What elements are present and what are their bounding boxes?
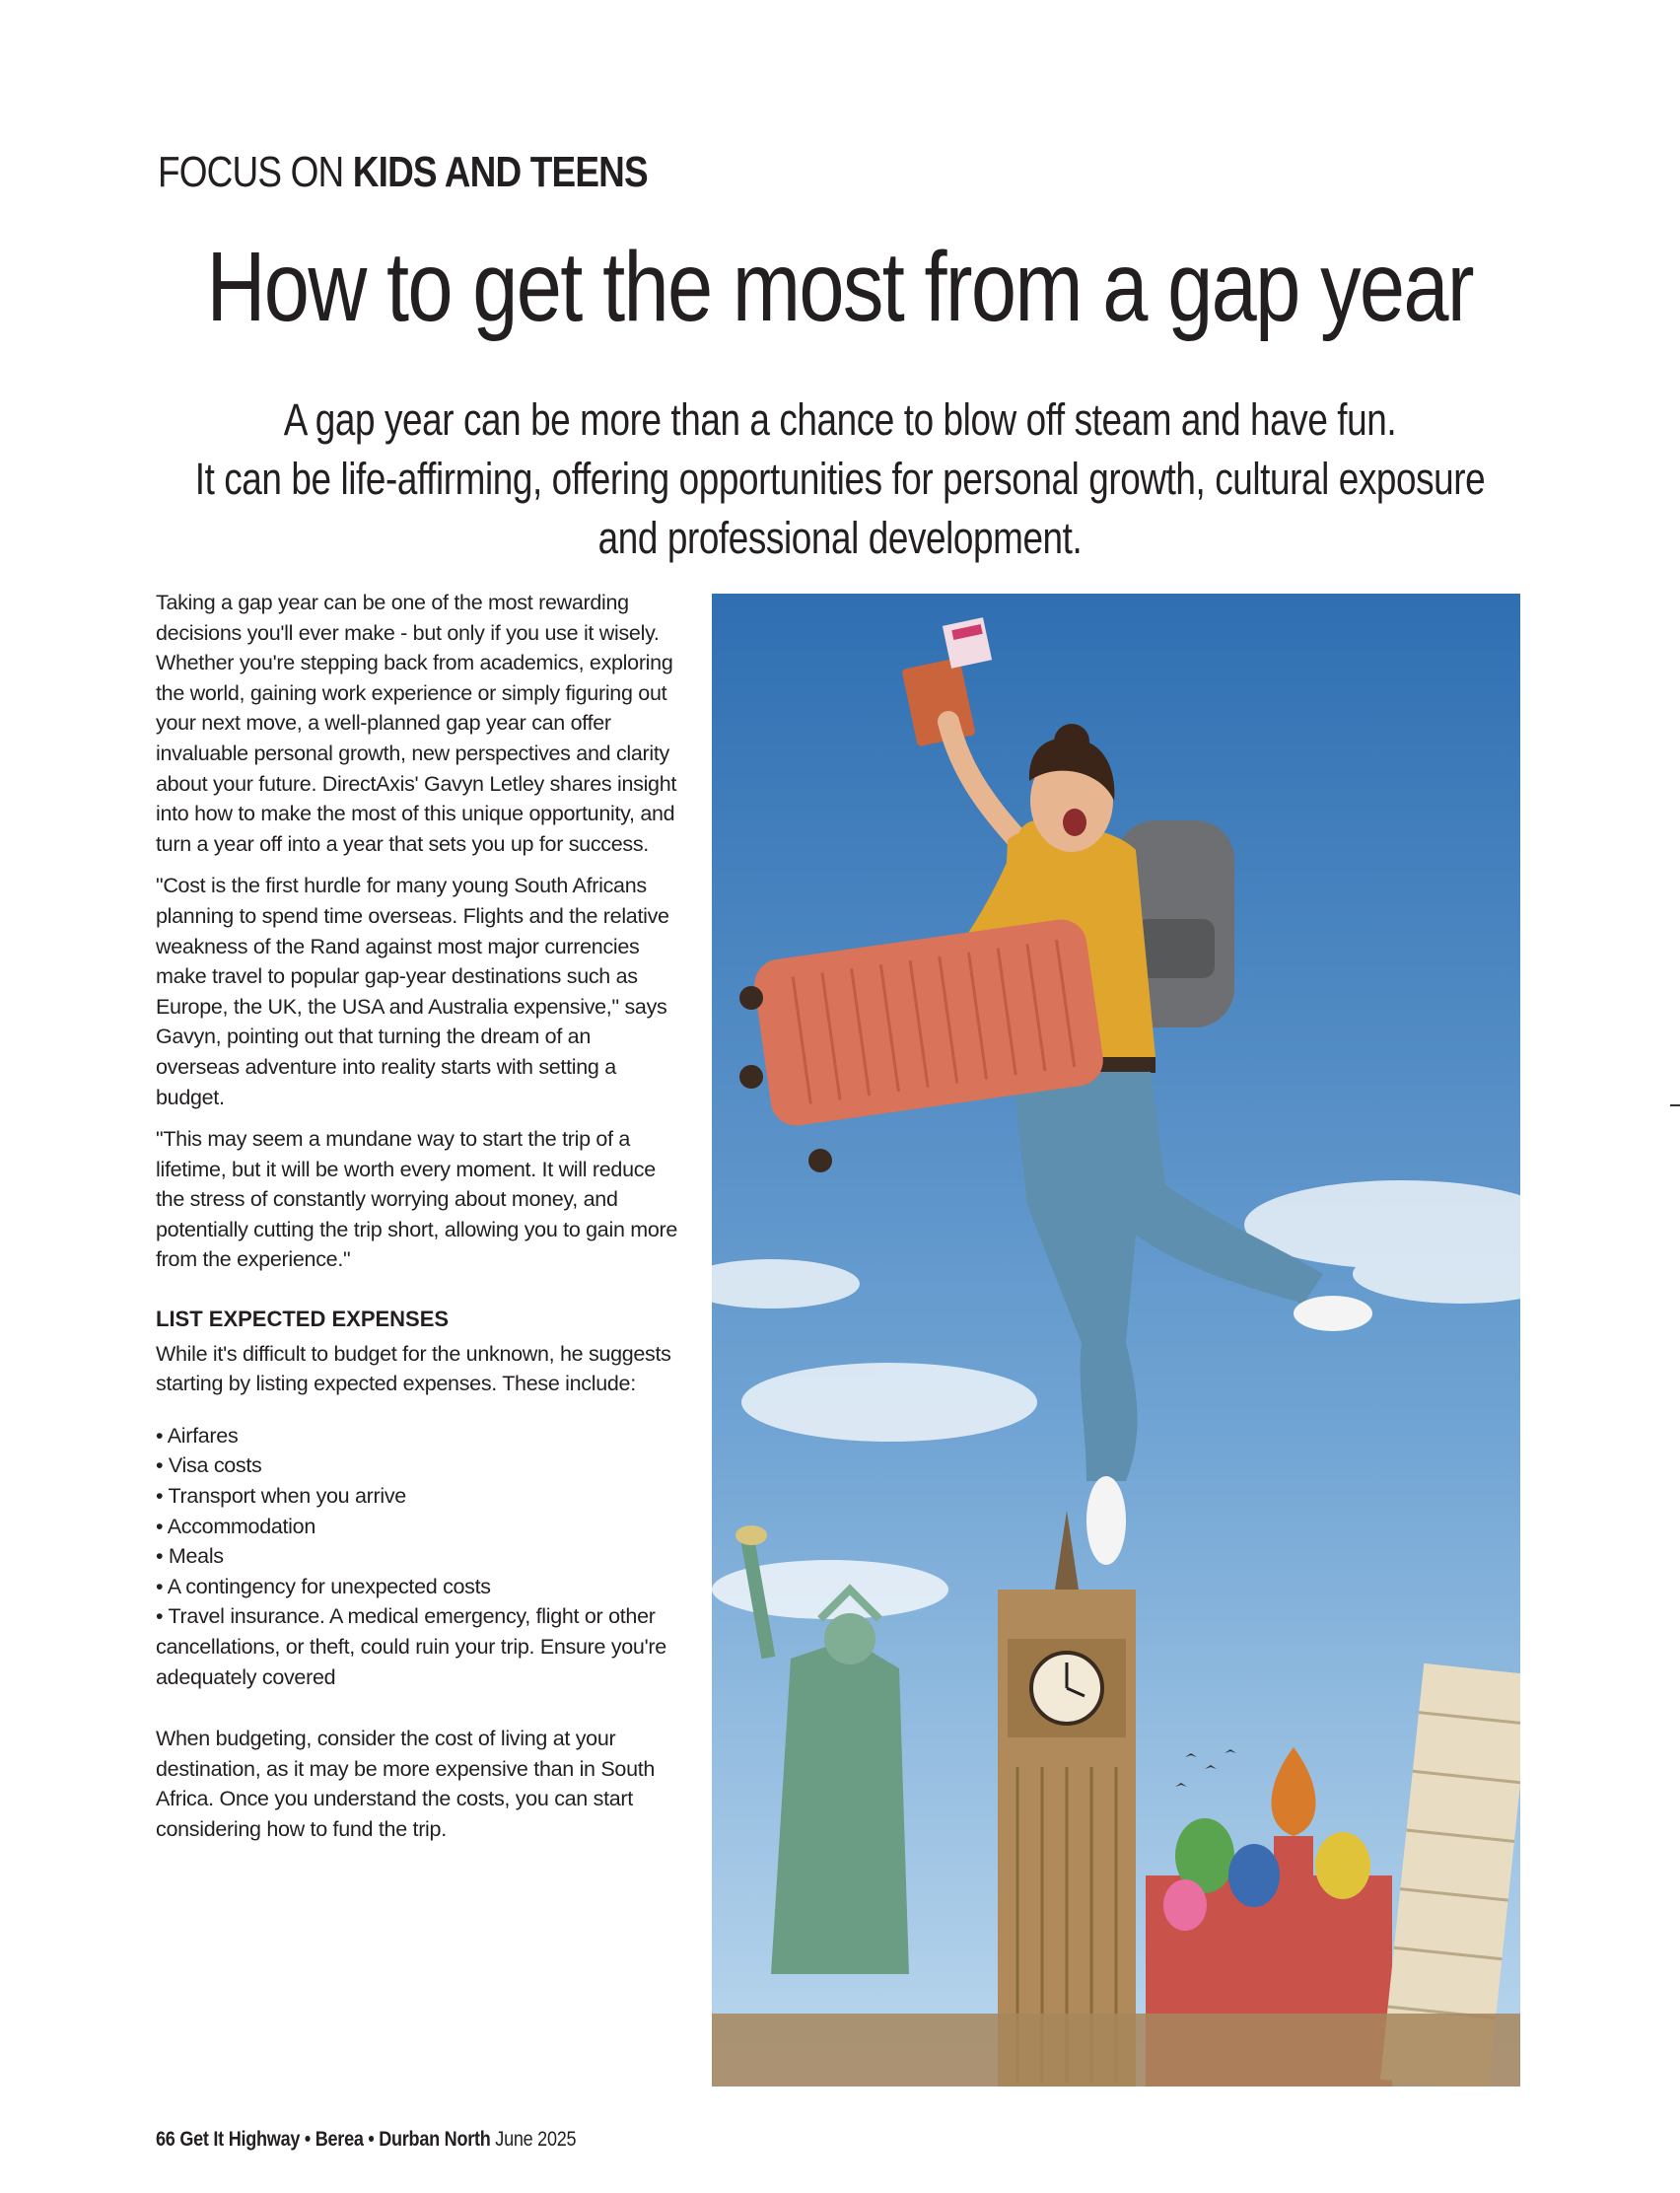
jumping-traveler-illustration xyxy=(712,594,1520,2087)
paragraph: "This may seem a mundane way to start the trip of a lifetime, but it will be worth every moment. It will reduce the stress of constantly worrying about money, and potentially cutting the trip short, allowing you to gain more from the experience." xyxy=(156,1127,678,1272)
footer-date: June 2025 xyxy=(495,2128,577,2151)
list-item: • A contingency for unexpected costs xyxy=(156,1572,678,1602)
standfirst-line: and professional development. xyxy=(597,513,1083,563)
paragraph: When budgeting, consider the cost of living at your destination, as it may be more expensive than in South Africa. Once you understand the costs, you can start considering how to fund the trip. xyxy=(156,1727,656,1841)
ground xyxy=(712,2014,1520,2087)
paragraph: Taking a gap year can be one of the most rewarding decisions you'll ever make - but only if you use it wisely. Whether you're stepping back from academics, exploring the world, gaining work experience or simply figuring out your next move, a well-planned gap year can offer invaluable personal growth, new perspectives and clarity about your future. DirectAxis' Gavyn Letley shares insight into how to make the most of this unique opportunity, and turn a year off into a year that sets you up for success. xyxy=(156,591,677,856)
list-item: • Transport when you arrive xyxy=(156,1481,678,1512)
list-item: • Travel insurance. A medical emergency, flight or other cancellations, or theft, could ruin your trip. Ensure you're adequately covered xyxy=(156,1601,678,1692)
paragraph: While it's difficult to budget for the unknown, he suggests starting by listing expected expenses. These include: xyxy=(156,1341,671,1396)
list-item: • Visa costs xyxy=(156,1450,678,1481)
standfirst-line: A gap year can be more than a chance to blow off steam and have fun. xyxy=(283,394,1397,445)
expense-list xyxy=(156,1421,678,1692)
standfirst-line: It can be life-affirming, offering opportunities for personal growth, cultural exposure xyxy=(194,454,1486,504)
standfirst xyxy=(0,390,1680,568)
subheading: LIST EXPECTED EXPENSES xyxy=(156,1307,450,1332)
page-footer xyxy=(156,2128,576,2152)
hero-photo xyxy=(712,594,1520,2087)
kicker-prefix: FOCUS ON xyxy=(158,148,344,196)
footer-publication: 66 Get It Highway • Berea • Durban North xyxy=(156,2128,491,2151)
page-title-text: How to get the most from a gap year xyxy=(206,232,1474,342)
page-title xyxy=(0,233,1680,341)
section-kicker xyxy=(158,148,648,197)
kicker-bold: KIDS AND TEENS xyxy=(352,148,648,196)
paragraph: "Cost is the first hurdle for many young South Africans planning to spend time overseas. Flights and the relative weakness of the Rand against most major currencies make travel to popular gap-year destinations such as Europe, the UK, the USA and Australia expensive," says Gavyn, pointing out that turning the dream of an overseas adventure into reality starts with setting a budget. xyxy=(156,874,669,1109)
list-item: • Airfares xyxy=(156,1421,678,1451)
crop-mark xyxy=(1670,1104,1680,1106)
list-item: • Meals xyxy=(156,1541,678,1572)
article-body xyxy=(156,588,678,1857)
big-ben-icon xyxy=(998,1511,1136,2087)
list-item: • Accommodation xyxy=(156,1512,678,1542)
